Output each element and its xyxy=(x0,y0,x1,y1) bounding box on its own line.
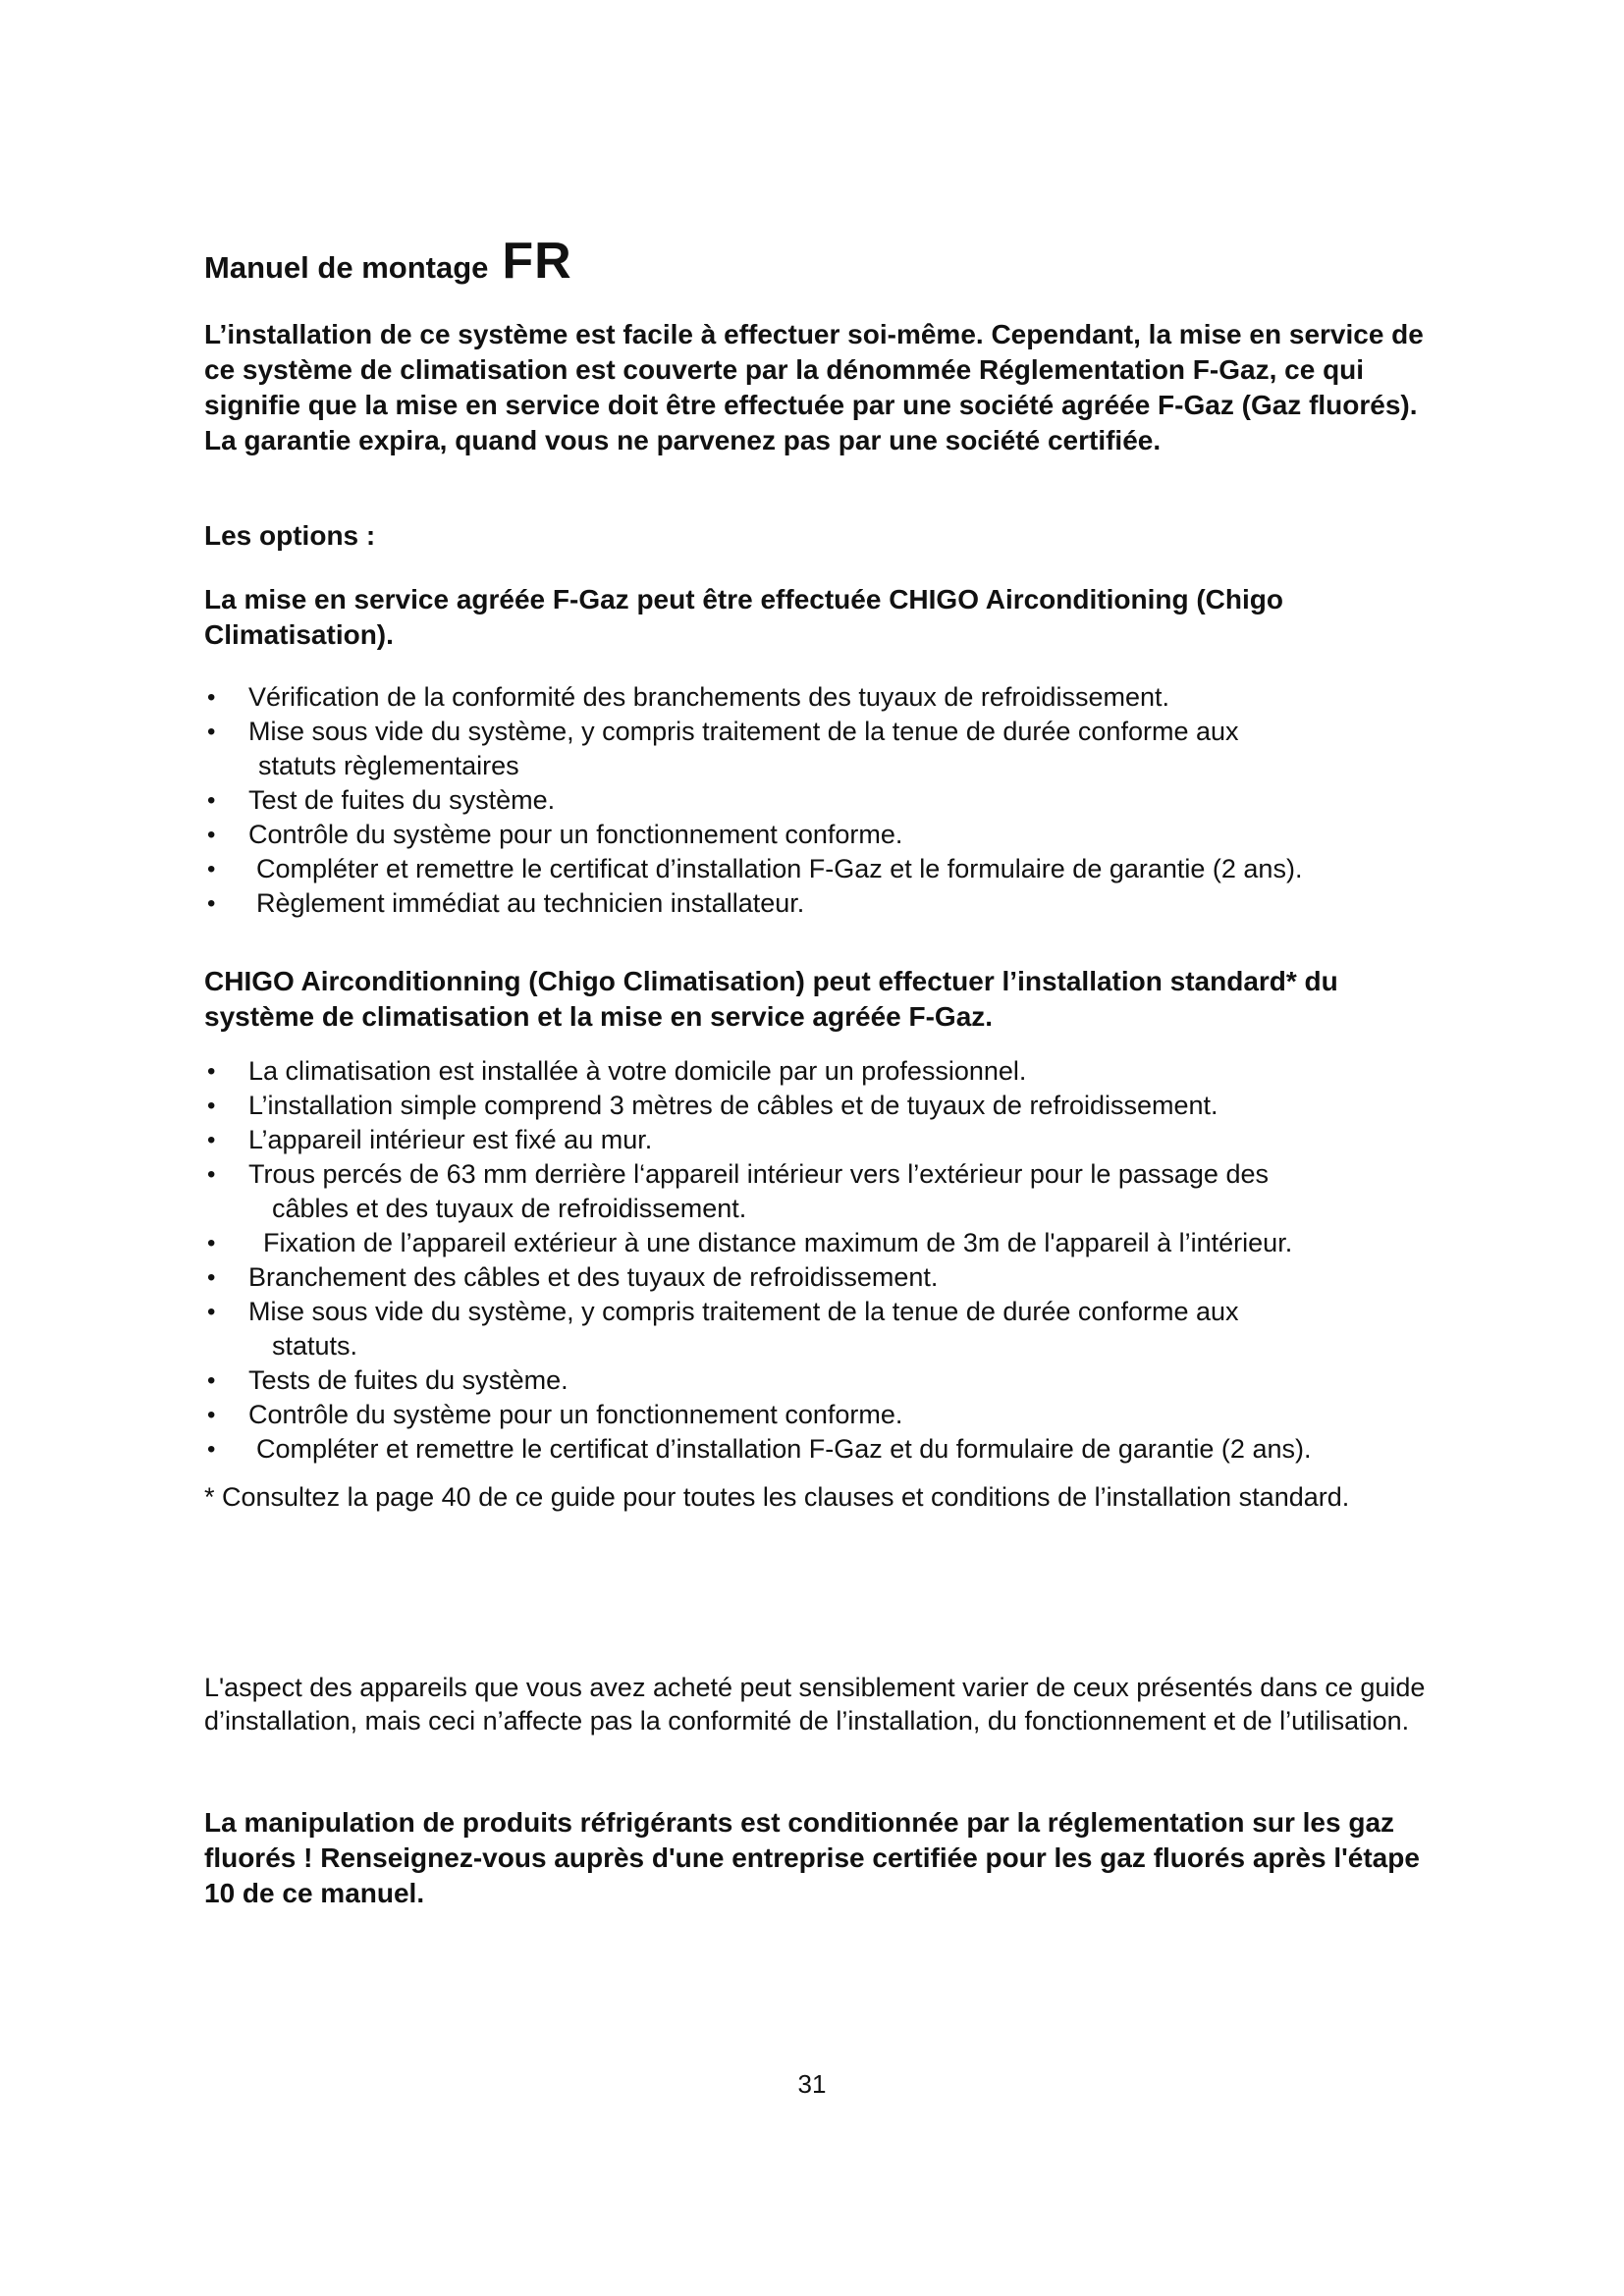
page-number: 31 xyxy=(797,2069,827,2099)
list-item: • Vérification de la conformité des branchements des tuyaux de refroidissement. xyxy=(204,680,1451,715)
list-item: • Tests de fuites du système. xyxy=(204,1363,1451,1398)
list-item: • Trous percés de 63 mm derrière l‘appareil intérieur vers l’extérieur pour le passage des câbles et des tuyaux de refroidissement. xyxy=(204,1157,1451,1226)
list-item: • Compléter et remettre le certificat d’installation F-Gaz et le formulaire de garantie (2 ans). xyxy=(204,852,1451,886)
warning-paragraph: La manipulation de produits réfrigérants est conditionnée par la réglementation sur les gaz fluorés ! Renseignez-vous auprès d'une entreprise certifiée pour les gaz fluorés après l'étape 10 de ce manuel. xyxy=(204,1807,1420,1908)
title-text: Manuel de montage xyxy=(204,250,489,285)
list-item: • Contrôle du système pour un fonctionnement conforme. xyxy=(204,818,1451,852)
list-item: • Fixation de l’appareil extérieur à une distance maximum de 3m de l'appareil à l’intérieur. xyxy=(204,1226,1451,1260)
list-item: • Contrôle du système pour un fonctionnement conforme. xyxy=(204,1398,1451,1432)
list-item: • Branchement des câbles et des tuyaux de refroidissement. xyxy=(204,1260,1451,1295)
option1-heading: La mise en service agréée F-Gaz peut être effectuée CHIGO Airconditioning (Chigo Climatisation). xyxy=(204,584,1283,650)
list-item: • Mise sous vide du système, y compris traitement de la tenue de durée conforme aux statuts règlementaires xyxy=(204,715,1451,783)
option2-list xyxy=(204,1054,1451,1467)
page-title xyxy=(204,232,572,291)
appearance-note: L'aspect des appareils que vous avez acheté peut sensiblement varier de ceux présentés dans ce guide d’installation, mais ceci n’affecte pas la conformité de l’installation, du fonctionnement et de l’utilisation. xyxy=(204,1673,1426,1735)
list-item: • Mise sous vide du système, y compris traitement de la tenue de durée conforme aux statuts. xyxy=(204,1295,1451,1363)
list-item: • L’appareil intérieur est fixé au mur. xyxy=(204,1123,1451,1157)
footnote: * Consultez la page 40 de ce guide pour toutes les clauses et conditions de l’installation standard. xyxy=(204,1482,1350,1512)
list-item: • L’installation simple comprend 3 mètres de câbles et de tuyaux de refroidissement. xyxy=(204,1089,1451,1123)
list-item: • Règlement immédiat au technicien installateur. xyxy=(204,886,1451,921)
intro-paragraph: L’installation de ce système est facile à effectuer soi-même. Cependant, la mise en service de ce système de climatisation est couverte par la dénommée Réglementation F-Gaz, ce qui signifie que la mise en service doit être effectuée par une société agréée F-Gaz (Gaz fluorés). La garantie expira, quand vous ne parvenez pas par une société certifiée. xyxy=(204,319,1424,455)
options-heading: Les options : xyxy=(204,520,376,551)
option2-heading: CHIGO Airconditionning (Chigo Climatisation) peut effectuer l’installation standard* du système de climatisation et la mise en service agréée F-Gaz. xyxy=(204,966,1338,1032)
list-item: • Test de fuites du système. xyxy=(204,783,1451,818)
list-item: • La climatisation est installée à votre domicile par un professionnel. xyxy=(204,1054,1451,1089)
language-code: FR xyxy=(502,233,572,290)
list-item: • Compléter et remettre le certificat d’installation F-Gaz et du formulaire de garantie (2 ans). xyxy=(204,1432,1451,1467)
option1-list xyxy=(204,680,1451,921)
